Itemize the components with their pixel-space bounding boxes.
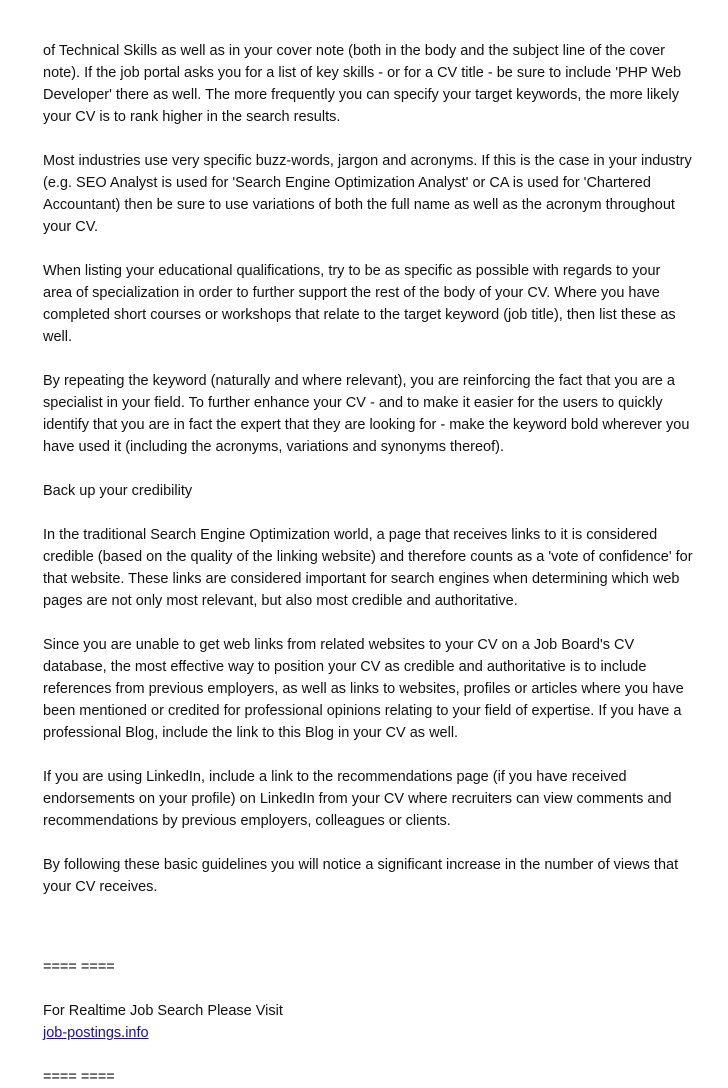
separator-bottom: ==== ====: [43, 1069, 115, 1085]
separator-top: ==== ====: [43, 959, 115, 975]
paragraph-educational-qualifications: When listing your educational qualifications, try to be as specific as possible with regards to your area of specialization in order to further support the rest of the body of your CV. Where you have completed short courses or workshops that relate to the target keyword (job title), then list these as well.: [43, 263, 676, 345]
paragraph-repeating-keyword: By repeating the keyword (naturally and where relevant), you are reinforcing the fact that you are a specialist in your field. To further enhance your CV - and to make it easier for the users to quickly identify that you are in fact the expert that they are looking for - make the keyword bold wherever you have used it (including the acronyms, variations and synonyms thereof).: [43, 373, 690, 455]
section-heading-credibility: Back up your credibility: [43, 483, 193, 499]
promo-link-line: [43, 1022, 693, 1044]
blank-space: [43, 920, 693, 956]
paragraph-keywords-cover-note: of Technical Skills as well as in your cover note (both in the body and the subject line of the cover note). If the job portal asks you for a list of key skills - or for a CV title - be sure to include 'PHP Web Developer' there as well. The more frequently you can specify your target keywords, the more likely your CV is to rank higher in the search results.: [43, 43, 682, 125]
paragraph-references: Since you are unable to get web links from related websites to your CV on a Job Board's CV database, the most effective way to position your CV as credible and authoritative is to include references from previous employers, as well as links to websites, profiles or articles where you have been mentioned or credited for professional opinions relating to your field of expertise. If you have a professional Blog, include the link to this Blog in your CV as well.: [43, 637, 684, 741]
promo-text: For Realtime Job Search Please Visit: [43, 1003, 283, 1019]
document-page: [43, 40, 693, 1088]
paragraph-linkedin: If you are using LinkedIn, include a link to the recommendations page (if you have received endorsements on your profile) on LinkedIn from your CV where recruiters can view comments and recommendations by previous employers, colleagues or clients.: [43, 769, 672, 829]
paragraph-seo-links: In the traditional Search Engine Optimization world, a page that receives links to it is considered credible (based on the quality of the linking website) and therefore counts as a 'vote of confidence' for that website. These links are considered important for search engines when determining which web pages are not only most relevant, but also most credible and authoritative.: [43, 527, 693, 609]
job-postings-link[interactable]: job-postings.info: [43, 1025, 149, 1041]
paragraph-conclusion: By following these basic guidelines you will notice a significant increase in the number of views that your CV receives.: [43, 857, 679, 895]
paragraph-buzzwords-acronyms: Most industries use very specific buzz-words, jargon and acronyms. If this is the case in your industry (e.g. SEO Analyst is used for 'Search Engine Optimization Analyst' or CA is used for 'Chartered Accountant) then be sure to use variations of both the full name as well as the acronym throughout your CV.: [43, 153, 692, 235]
